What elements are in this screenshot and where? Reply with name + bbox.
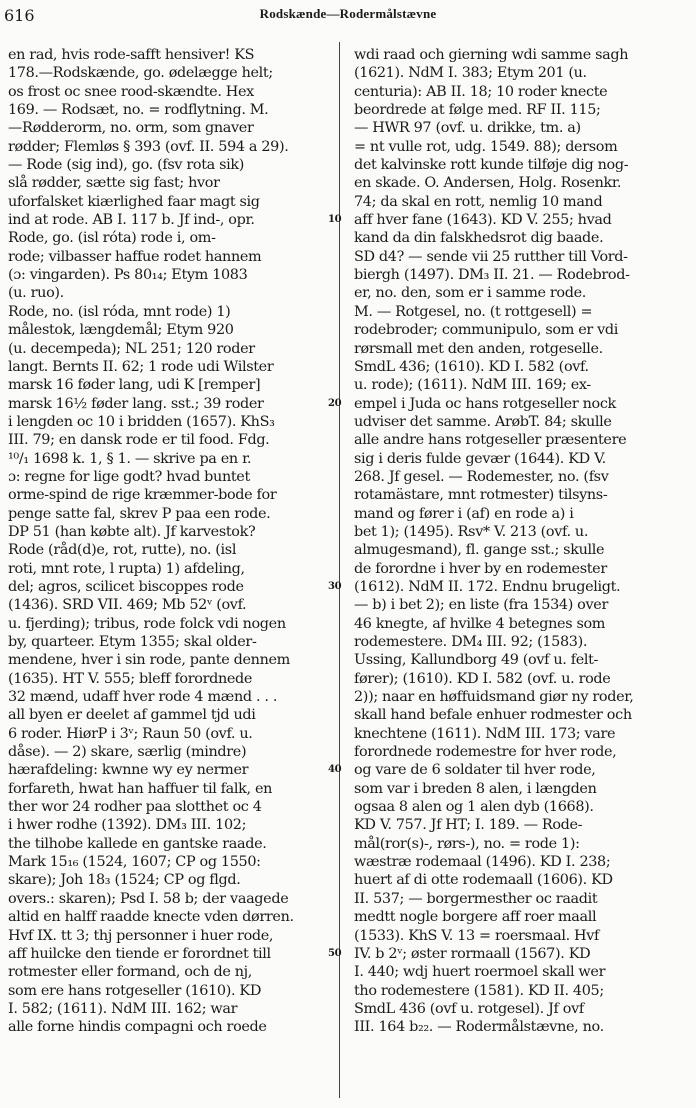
text-line xyxy=(354,413,688,431)
line-text: os frost oc snee rood-skændte. Hex xyxy=(8,83,254,100)
text-line xyxy=(354,468,688,486)
text-line xyxy=(8,816,334,834)
line-text: rørsmall met den anden, rotgeselle. xyxy=(354,340,603,357)
text-line xyxy=(8,413,334,431)
line-text: —Rødderorm, no. orm, som gnaver xyxy=(8,120,254,137)
text-line xyxy=(328,211,688,229)
line-text: dåse). — 2) skare, særlig (mindre) xyxy=(8,744,247,761)
line-text: (ɔ: vingarden). Ps 80₁₄; Etym 1083 xyxy=(8,267,248,284)
line-text: biergh (1497). DM₃ II. 21. — Rodebrod- xyxy=(354,267,630,284)
line-text: DP 51 (han købte alt). Jf karvestok? xyxy=(8,523,256,540)
text-line xyxy=(8,376,334,394)
line-text: en skade. O. Andersen, Holg. Rosenkr. xyxy=(354,175,622,192)
line-text: — b) i bet 2); en liste (fra 1534) over xyxy=(354,597,608,614)
text-line xyxy=(354,83,688,101)
text-line xyxy=(354,596,688,614)
line-text: Mark 15₁₆ (1524, 1607; CP og 1550: xyxy=(8,854,261,871)
line-text: målestok, længdemål; Etym 920 xyxy=(8,322,234,339)
text-line xyxy=(354,927,688,945)
line-text: aff hver fane (1643). KD V. 255; hvad xyxy=(354,212,612,229)
line-text: og vare de 6 soldater til hver rode, xyxy=(354,762,596,779)
line-text: langt. Bernts II. 62; 1 rode udi Wilster xyxy=(8,358,274,375)
line-text: 74; da skal en rott, nemlig 10 mand xyxy=(354,193,603,210)
line-text: Rode (råd(d)e, rot, rutte), no. (isl xyxy=(8,542,237,559)
line-text: (u. ruo). xyxy=(8,285,64,302)
text-line xyxy=(354,633,688,651)
line-text: ¹⁰/₁ 1698 k. 1, § 1. — skrive pa en r. xyxy=(8,450,252,467)
text-line xyxy=(354,798,688,816)
line-text: 32 mænd, udaff hver rode 4 mænd . . . xyxy=(8,689,278,706)
line-text: Rode, no. (isl róda, mnt rode) 1) xyxy=(8,303,231,320)
line-text: knechtene (1611). NdM III. 173; vare xyxy=(354,725,616,742)
line-text: (1533). KhS V. 13 = roersmaal. Hvf xyxy=(354,927,599,944)
text-line xyxy=(354,358,688,376)
text-line xyxy=(354,376,688,394)
text-line xyxy=(354,193,688,211)
line-text: IV. b 2ᵛ; øster rormaall (1567). KD xyxy=(354,945,591,962)
line-text: en rad, hvis rode-safft hensiver! KS xyxy=(8,47,255,63)
text-line xyxy=(8,138,334,156)
line-text: Rode, go. (isl róta) rode i, om- xyxy=(8,230,216,247)
line-text: 2)); naar en høffuidsmand giør ny roder, xyxy=(354,689,634,706)
text-line xyxy=(354,138,688,156)
text-line xyxy=(354,871,688,889)
text-line xyxy=(354,266,688,284)
text-line xyxy=(8,578,334,596)
line-text: wdi raad och gierning wdi samme sagh xyxy=(354,47,629,63)
line-text: ther wor 24 rodher paa slotthet oc 4 xyxy=(8,799,262,816)
text-line xyxy=(8,358,334,376)
text-line xyxy=(354,156,688,174)
text-line xyxy=(8,266,334,284)
text-line xyxy=(8,927,334,945)
line-text: the tilhobe kallede en gantske raade. xyxy=(8,835,267,852)
text-line xyxy=(354,321,688,339)
text-line xyxy=(8,1018,334,1036)
line-text: II. 537; — borgermesther oc raadit xyxy=(354,890,598,907)
text-line xyxy=(354,688,688,706)
line-text: I. 440; wdj huert roermoel skall wer xyxy=(354,964,606,981)
text-line xyxy=(8,982,334,1000)
line-text: M. — Rotgesel, no. (t rottgesell) = xyxy=(354,303,593,320)
text-line xyxy=(8,780,334,798)
text-line xyxy=(8,64,334,82)
line-text: III. 164 b₂₂. — Rodermålstævne, no. xyxy=(354,1019,604,1036)
text-line xyxy=(8,1000,334,1018)
text-line xyxy=(8,211,334,229)
line-text: (1635). HT V. 555; bleff forordnede xyxy=(8,670,253,687)
line-text: — HWR 97 (ovf. u. drikke, tm. a) xyxy=(354,120,581,137)
text-line xyxy=(8,963,334,981)
column-rule xyxy=(339,42,340,1098)
line-text: (1436). SRD VII. 469; Mb 52ᵛ (ovf. xyxy=(8,597,247,614)
line-text: beordrede at følge med. RF II. 115; xyxy=(354,102,601,119)
line-text: III. 79; en dansk rode er til food. Fdg. xyxy=(8,432,270,449)
line-text: KD V. 757. Jf HT; I. 189. — Rode- xyxy=(354,817,583,834)
text-line xyxy=(8,651,334,669)
text-line xyxy=(8,835,334,853)
line-text: rotmester eller formand, och de nj, xyxy=(8,964,252,981)
line-number: 50 xyxy=(328,947,342,959)
line-text: i hwer rodhe (1392). DM₃ III. 102; xyxy=(8,817,247,834)
text-line xyxy=(8,101,334,119)
text-line xyxy=(8,486,334,504)
line-text: aff huilcke den tiende er forordnet till xyxy=(8,945,271,962)
line-text: empel i Juda oc hans rotgeseller nock xyxy=(354,395,616,412)
line-text: kand da din falskhedsrot dig baade. xyxy=(354,230,604,247)
text-line xyxy=(354,523,688,541)
line-text: (u. decempeda); NL 251; 120 roder xyxy=(8,340,255,357)
text-line xyxy=(8,193,334,211)
text-line xyxy=(8,633,334,651)
text-line xyxy=(8,395,334,413)
line-text: ɔ: regne for lige godt? hvad buntet xyxy=(8,468,250,485)
line-text: 169. — Rodsæt, no. = rodflytning. M. xyxy=(8,102,269,119)
text-line xyxy=(354,340,688,358)
line-number: 20 xyxy=(328,397,342,409)
text-line xyxy=(354,670,688,688)
text-line xyxy=(8,303,334,321)
line-text: centuria): AB II. 18; 10 roder knecte xyxy=(354,83,608,100)
text-line xyxy=(354,174,688,192)
text-line xyxy=(8,688,334,706)
line-text: mendene, hver i sin rode, pante dennem xyxy=(8,652,290,669)
line-text: i lengden oc 10 i bridden (1657). KhS₃ xyxy=(8,413,275,430)
line-text: ogsaa 8 alen og 1 alen dyb (1668). xyxy=(354,799,594,816)
text-line xyxy=(8,761,334,779)
text-line xyxy=(354,64,688,82)
line-text: altid en halff raadde knecte vden dørren. xyxy=(8,909,294,926)
line-text: I. 582; (1611). NdM III. 162; war xyxy=(8,1000,238,1017)
text-line xyxy=(354,486,688,504)
line-text: medtt nogle borgere aff roer maall xyxy=(354,909,597,926)
line-text: rodebroder; communipulo, som er vdi xyxy=(354,322,619,339)
text-line xyxy=(328,395,688,413)
line-text: hærafdeling: kwnne wy ey nermer xyxy=(8,762,249,779)
line-text: — Rode (sig ind), go. (fsv rota sik) xyxy=(8,157,245,174)
text-line xyxy=(354,450,688,468)
text-line xyxy=(354,725,688,743)
line-number: 10 xyxy=(328,214,342,226)
text-line xyxy=(354,706,688,724)
page-header xyxy=(0,0,696,40)
text-line xyxy=(8,431,334,449)
line-text: alle forne hindis compagni och roede xyxy=(8,1019,267,1036)
line-text: del; agros, scilicet biscoppes rode xyxy=(8,578,244,595)
text-line xyxy=(354,835,688,853)
text-line xyxy=(8,541,334,559)
text-line xyxy=(8,560,334,578)
text-line xyxy=(8,908,334,926)
text-line xyxy=(354,890,688,908)
line-text: udviser det samme. ArøbT. 84; skulle xyxy=(354,413,612,430)
line-text: uforfalsket kiærlighed faar magt sig xyxy=(8,193,260,210)
text-line xyxy=(354,431,688,449)
line-text: de forordne i hver by en rodemester xyxy=(354,560,607,577)
line-text: orme-spind de rige kræmmer-bode for xyxy=(8,487,277,504)
line-text: = nt vulle rot, udg. 1549. 88); dersom xyxy=(354,138,618,155)
line-text: u. fjerding); tribus, rode folck vdi nogen xyxy=(8,615,286,632)
text-line xyxy=(354,303,688,321)
text-line xyxy=(8,83,334,101)
right-column xyxy=(328,46,688,1037)
text-line xyxy=(8,853,334,871)
text-line xyxy=(8,596,334,614)
text-line xyxy=(354,1000,688,1018)
line-text: forfareth, hwat han haffuer til falk, en xyxy=(8,780,273,797)
text-line xyxy=(8,229,334,247)
line-text: Hvf IX. tt 3; thj personner i huer rode, xyxy=(8,927,274,944)
text-line xyxy=(354,908,688,926)
text-line xyxy=(8,505,334,523)
text-line xyxy=(354,651,688,669)
text-line xyxy=(354,248,688,266)
line-text: det kalvinske rott kunde tilføje dig nog- xyxy=(354,157,629,174)
text-line xyxy=(354,743,688,761)
line-text: SD d4? — sende vii 25 rutther till Vord- xyxy=(354,248,628,265)
text-line xyxy=(354,816,688,834)
line-text: som var i breden 8 alen, i længden xyxy=(354,780,597,797)
line-text: 178.—Rodskænde, go. ødelægge helt; xyxy=(8,65,273,82)
line-text: som ere hans rotgeseller (1610). KD xyxy=(8,982,262,999)
text-line xyxy=(354,284,688,302)
line-text: 268. Jf gesel. — Rodemester, no. (fsv xyxy=(354,468,609,485)
text-line xyxy=(8,284,334,302)
text-line xyxy=(8,340,334,358)
line-text: penge satte fal, skrev P paa een rode. xyxy=(8,505,271,522)
line-text: slå rødder, sætte sig fast; hvor xyxy=(8,175,220,192)
text-line xyxy=(8,468,334,486)
line-text: 46 knegte, af hvilke 4 betegnes som xyxy=(354,615,606,632)
text-line xyxy=(354,229,688,247)
text-line xyxy=(354,119,688,137)
line-text: overs.: skaren); Psd I. 58 b; der vaagede xyxy=(8,890,289,907)
text-line xyxy=(354,780,688,798)
line-text: rodemestere. DM₄ III. 92; (1583). xyxy=(354,634,588,650)
line-text: alle andre hans rotgeseller præsentere xyxy=(354,432,627,449)
text-line xyxy=(8,743,334,761)
text-line xyxy=(354,560,688,578)
line-text: marsk 16 føder lang, udi K [remper] xyxy=(8,377,261,394)
text-line xyxy=(354,505,688,523)
text-line xyxy=(354,963,688,981)
text-line xyxy=(8,798,334,816)
line-text: SmdL 436 (ovf u. rotgesel). Jf ovf xyxy=(354,1000,584,1017)
line-text: by, quarteer. Etym 1355; skal older- xyxy=(8,634,257,650)
line-text: (1621). NdM I. 383; Etym 201 (u. xyxy=(354,65,587,82)
text-line xyxy=(328,761,688,779)
line-text: skare); Joh 18₃ (1524; CP og flgd. xyxy=(8,872,241,889)
line-text: roti, mnt rote, l rupta) 1) afdeling, xyxy=(8,560,245,577)
line-text: ind at rode. AB I. 117 b. Jf ind-, opr. xyxy=(8,212,255,229)
text-line xyxy=(8,725,334,743)
line-text: er, no. den, som er i samme rode. xyxy=(354,285,586,302)
line-text: all byen er deelet af gammel tjd udi xyxy=(8,707,256,724)
text-line xyxy=(354,46,688,64)
line-text: mål(ror(s)-, rørs-), no. = rode 1): xyxy=(354,835,580,852)
text-line xyxy=(354,853,688,871)
line-text: forordnede rodemestre for hver rode, xyxy=(354,744,617,761)
text-line xyxy=(354,982,688,1000)
text-line xyxy=(8,523,334,541)
line-text: wæstræ rodemaal (1496). KD I. 238; xyxy=(354,854,611,871)
text-line xyxy=(354,615,688,633)
line-text: rødder; Flemløs § 393 (ovf. II. 594 a 29). xyxy=(8,138,289,155)
running-head: Rodskænde—Rodermålstævne xyxy=(259,6,437,21)
line-number: 30 xyxy=(328,580,342,592)
left-column xyxy=(8,46,334,1037)
line-text: fører); (1610). KD I. 582 (ovf. u. rode xyxy=(354,670,611,687)
line-text: rode; vilbasser haffue rodet hannem xyxy=(8,248,262,265)
text-line xyxy=(328,945,688,963)
line-text: huert af di otte rodemaall (1606). KD xyxy=(354,872,613,889)
text-line xyxy=(8,174,334,192)
text-line xyxy=(8,321,334,339)
line-text: u. rode); (1611). NdM III. 169; ex- xyxy=(354,377,591,394)
text-line xyxy=(354,541,688,559)
text-line xyxy=(8,156,334,174)
line-text: bet 1); (1495). Rsv* V. 213 (ovf. u. xyxy=(354,523,589,540)
text-line xyxy=(354,101,688,119)
line-text: tho rodemestere (1581). KD II. 405; xyxy=(354,982,604,999)
line-text: rotamästare, mnt rotmester) tilsyns- xyxy=(354,487,608,504)
text-line xyxy=(354,1018,688,1036)
line-text: 6 roder. HiørP i 3ᵛ; Raun 50 (ovf. u. xyxy=(8,725,253,742)
line-text: sig i deris fulde gevær (1644). KD V. xyxy=(354,450,606,467)
text-line xyxy=(8,46,334,64)
text-line xyxy=(8,615,334,633)
line-text: (1612). NdM II. 172. Endnu brugeligt. xyxy=(354,578,621,595)
line-text: Ussing, Kallundborg 49 (ovf u. felt- xyxy=(354,652,599,669)
text-line xyxy=(8,248,334,266)
line-text: SmdL 436; (1610). KD I. 582 (ovf. xyxy=(354,358,589,375)
line-text: mand og fører i (af) en rode a) i xyxy=(354,505,574,522)
line-number: 40 xyxy=(328,764,342,776)
page-number: 616 xyxy=(4,6,35,25)
text-line xyxy=(8,871,334,889)
text-line xyxy=(8,706,334,724)
text-line xyxy=(8,670,334,688)
text-line xyxy=(8,119,334,137)
text-line xyxy=(328,578,688,596)
line-text: marsk 16½ føder lang. sst.; 39 roder xyxy=(8,395,264,412)
text-line xyxy=(8,945,334,963)
text-line xyxy=(8,890,334,908)
text-line xyxy=(8,450,334,468)
line-text: skall hand befale enhuer rodmester och xyxy=(354,707,632,724)
line-text: almugesmand), fl. gange sst.; skulle xyxy=(354,542,605,559)
